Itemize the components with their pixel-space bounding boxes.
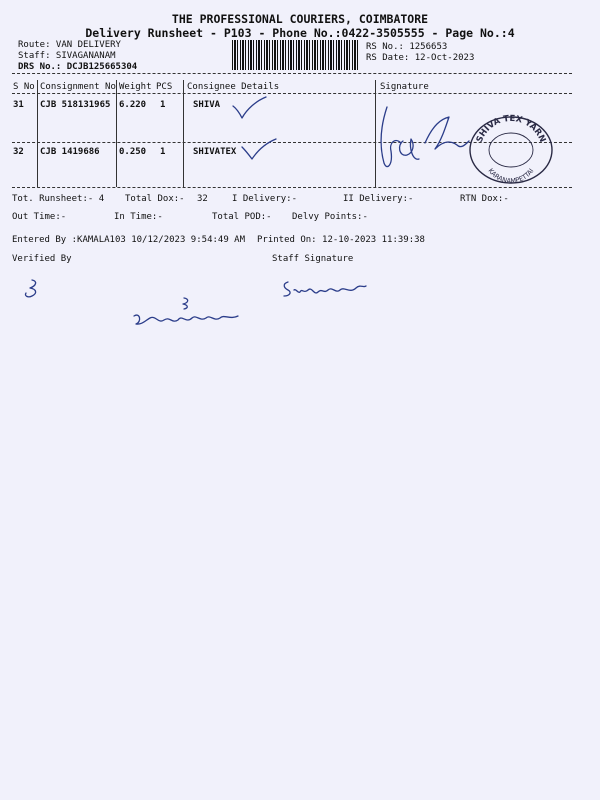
row-consignment: CJB 518131965 xyxy=(40,100,111,110)
rs-date: RS Date: 12-Oct-2023 xyxy=(366,53,475,63)
recipient-signature xyxy=(375,105,475,185)
row-weight: 6.220 xyxy=(119,100,147,110)
check-mark-icon xyxy=(230,96,270,121)
out-time: Out Time:- xyxy=(12,212,67,222)
route-label: Route: VAN DELIVERY xyxy=(18,40,121,50)
verified-by-label: Verified By xyxy=(12,254,72,264)
entered-by: Entered By :KAMALA103 10/12/2023 9:54:49 AM xyxy=(12,235,245,245)
column-header-signature: Signature xyxy=(380,82,429,92)
row-sno: 31 xyxy=(13,100,24,110)
verifier-signature xyxy=(130,296,245,332)
row-consignee: SHIVATEX xyxy=(193,147,237,157)
divider xyxy=(12,73,572,74)
in-time: In Time:- xyxy=(114,212,163,222)
column-header-weight: Weight xyxy=(119,82,152,92)
company-name: THE PROFESSIONAL COURIERS, COIMBATORE xyxy=(171,12,429,26)
row-sno: 32 xyxy=(13,147,24,157)
svg-text:SHIVA TEX YARN: SHIVA TEX YARN xyxy=(474,113,548,145)
column-header-pcs: PCS xyxy=(156,82,173,92)
row-consignee: SHIVA xyxy=(193,100,221,110)
column-divider xyxy=(37,80,38,187)
barcode xyxy=(232,40,358,70)
row-pcs: 1 xyxy=(160,147,166,157)
row-pcs: 1 xyxy=(160,100,166,110)
divider xyxy=(12,93,572,94)
drs-number: DRS No.: DCJB125665304 xyxy=(18,62,138,72)
runsheet-title: Delivery Runsheet - P103 - Phone No.:0422-3505555 - Page No.:4 xyxy=(85,26,515,40)
tot-runsheet: Tot. Runsheet:- 4 xyxy=(12,194,105,204)
verifier-signature xyxy=(20,278,50,302)
column-header-consignment: Consignment No xyxy=(40,82,116,92)
row-consignment: CJB 1419686 xyxy=(40,147,100,157)
ii-delivery: II Delivery:- xyxy=(343,194,414,204)
column-header-sno: S No xyxy=(13,82,35,92)
total-dox-value: 32 xyxy=(197,194,208,204)
printed-on: Printed On: 12-10-2023 11:39:38 xyxy=(257,235,425,245)
column-divider xyxy=(116,80,117,187)
staff-signature-label: Staff Signature xyxy=(272,254,354,264)
divider xyxy=(12,187,572,188)
i-delivery: I Delivery:- xyxy=(232,194,298,204)
row-weight: 0.250 xyxy=(119,147,147,157)
rs-number: RS No.: 1256653 xyxy=(366,42,448,52)
total-dox-label: Total Dox:- xyxy=(125,194,185,204)
column-header-consignee: Consignee Details xyxy=(187,82,280,92)
column-divider xyxy=(183,80,184,187)
rtn-dox: RTN Dox:- xyxy=(460,194,509,204)
staff-signature xyxy=(280,278,370,300)
check-mark-icon xyxy=(240,138,280,163)
total-pod: Total POD:- xyxy=(212,212,272,222)
staff-label: Staff: SIVAGANANAM xyxy=(18,51,116,61)
svg-text:KARANAMPETTAI: KARANAMPETTAI xyxy=(486,166,536,186)
delvy-points: Delvy Points:- xyxy=(292,212,368,222)
company-stamp xyxy=(468,112,554,184)
